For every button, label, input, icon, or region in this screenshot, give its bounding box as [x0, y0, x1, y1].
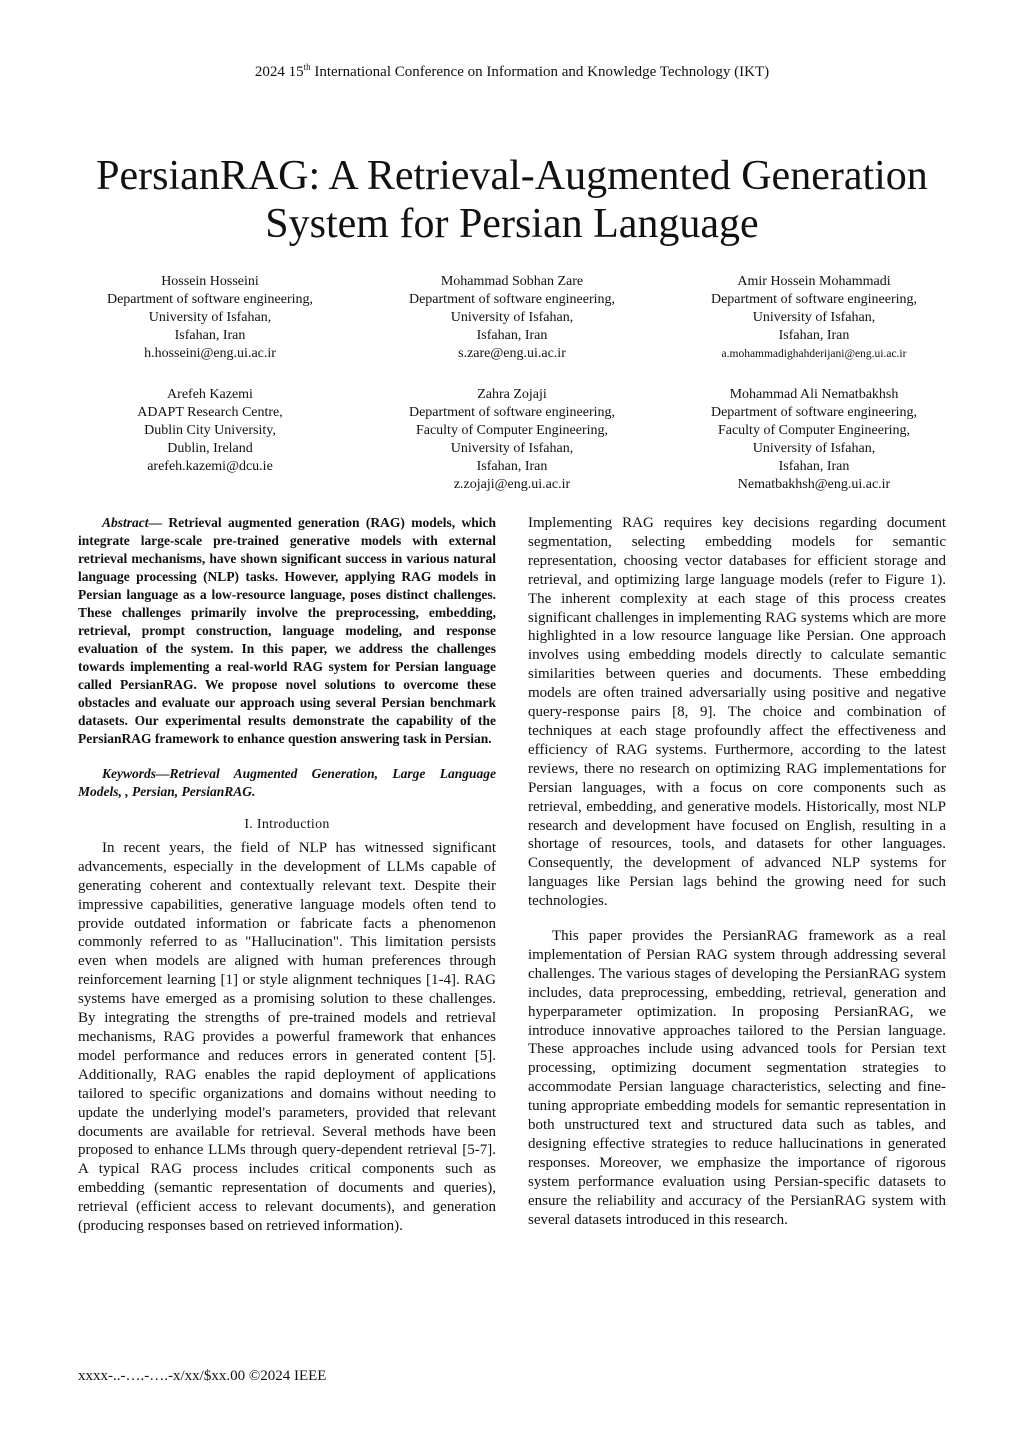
- author-affiliation: Isfahan, Iran: [174, 328, 246, 343]
- conference-year: 2024 15: [254, 64, 304, 80]
- right-column: [528, 514, 946, 1230]
- conference-ordinal: th: [303, 62, 311, 72]
- intro-paragraph-2: Implementing RAG requires key decisions regarding document segmentation, selecting embedding models for semantic representation, choosing vector databases for efficient storage and retrieval, and optimizing large language models (refer to Figure 1). The inherent complexity at each stage of this process creates significant challenges in implementing RAG systems which are more highlighted in a low resource language like Persian. One approach involves using embedding models directly to calculate semantic similarities between queries and documents. These embedding models are often trained adversarially using positive and negative query-response pairs [8, 9]. The choice and combination of techniques at each stage profoundly affect the effectiveness and efficiency of RAG systems. Furthermore, according to the latest reviews, there no research on optimizing RAG implementations for Persian languages, with a focus on core components such as retrieval, embedding, and generative models. Historically, most NLP research and development have focused on English, resulting in a shortage of resources, tools, and datasets for other languages. Consequently, the development of advanced NLP systems for languages like Persian lags behind the growing need for such technologies.: [528, 515, 946, 910]
- conference-header: [0, 62, 1024, 81]
- author-name: Amir Hossein Mohammadi: [737, 274, 891, 289]
- author-affiliation: ADAPT Research Centre,: [137, 405, 283, 420]
- left-column: [78, 514, 496, 1236]
- section-heading-text: I. Introduction: [244, 817, 330, 832]
- author-affiliation: University of Isfahan,: [148, 310, 272, 325]
- author-row-2: [60, 386, 964, 494]
- intro-paragraph-3: This paper provides the PersianRAG framework as a real implementation of Persian RAG system through addressing several challenges. The various stages of developing the PersianRAG system includes, data preprocessing, embedding, retrieval, generation and hyperparameter optimization. In proposing PersianRAG, we introduce innovative approaches tailored to the Persian language. These approaches include using advanced tools for Persian text processing, optimizing document segmentation strategies to accommodate Persian language characteristics, selecting and fine-tuning appropriate embedding models for semantic representation in both unstructured text and structured data such as tables, and designing effective strategies to reduce hallucinations in generated responses. Moreover, we emphasize the importance of rigorous system performance evaluation using Persian-specific datasets to ensure the reliability and accuracy of the PersianRAG system with several datasets introduced in this research.: [528, 928, 946, 1228]
- author-block: [60, 386, 360, 494]
- author-affiliation: Department of software engineering,: [408, 405, 616, 420]
- author-affiliation: Isfahan, Iran: [476, 328, 548, 343]
- author-affiliation: University of Isfahan,: [450, 310, 574, 325]
- author-block: [362, 273, 662, 363]
- author-block: [664, 273, 964, 363]
- abstract-text: — Retrieval augmented generation (RAG) models, which integrate large-scale pre-trained generative models with external retrieval mechanisms, have shown significant success in various natural language processing (NLP) tasks. However, applying RAG models in Persian language as a low-resource language, poses distinct challenges. These challenges primarily involve the preprocessing, embedding, retrieval, prompt construction, language modeling, and response evaluation of the system. In this paper, we address the challenges towards implementing a real-world RAG system for Persian language called PersianRAG. We propose novel solutions to overcome these obstacles and evaluate our approach using several Persian benchmark datasets. Our experimental results demonstrate the capability of the PersianRAG framework to enhance question answering task in Persian.: [78, 515, 496, 746]
- author-email: z.zojaji@eng.ui.ac.ir: [453, 477, 571, 492]
- author-affiliation: Isfahan, Iran: [778, 459, 850, 474]
- paper-title: [60, 152, 964, 248]
- author-name: Mohammad Ali Nematbakhsh: [729, 387, 899, 402]
- author-email: arefeh.kazemi@dcu.ie: [147, 459, 273, 474]
- author-affiliation: Isfahan, Iran: [476, 459, 548, 474]
- author-affiliation: Faculty of Computer Engineering,: [415, 423, 609, 438]
- author-affiliation: Dublin, Ireland: [167, 441, 253, 456]
- author-block: [362, 386, 662, 494]
- title-line-2: System for Persian Language: [265, 201, 759, 247]
- author-affiliation: Department of software engineering,: [710, 292, 918, 307]
- author-affiliation: University of Isfahan,: [450, 441, 574, 456]
- title-line-1: PersianRAG: A Retrieval-Augmented Generation: [96, 153, 928, 199]
- author-affiliation: Department of software engineering,: [106, 292, 314, 307]
- abstract: [78, 514, 496, 748]
- author-email: s.zare@eng.ui.ac.ir: [458, 346, 566, 361]
- author-affiliation: Faculty of Computer Engineering,: [717, 423, 911, 438]
- author-name: Mohammad Sobhan Zare: [440, 274, 584, 289]
- author-block: [664, 386, 964, 494]
- author-email: Nematbakhsh@eng.ui.ac.ir: [737, 477, 891, 492]
- author-row-1: [60, 273, 964, 363]
- author-affiliation: Isfahan, Iran: [778, 328, 850, 343]
- section-heading-introduction: [78, 816, 496, 835]
- author-email: h.hosseini@eng.ui.ac.ir: [144, 346, 276, 361]
- author-block: [60, 273, 360, 363]
- abstract-label: Abstract: [102, 515, 149, 530]
- intro-paragraph-1: In recent years, the field of NLP has witnessed significant advancements, especially in the development of LLMs capable of generating coherent and contextually relevant text. Despite their impressive capabilities, generative language models often tend to provide outdated information or fabricate facts a phenomenon commonly referred to as "Hallucination". This limitation persists even when models are aligned with human preferences through reinforcement learning [1] or style alignment techniques [1-4]. RAG systems have emerged as a promising solution to these challenges. By integrating the strengths of pre-trained models and retrieval mechanisms, RAG provides a powerful framework that enhances model performance and reduces errors in generated content [5]. Additionally, RAG enables the rapid deployment of applications tailored to specific organizations and domains without needing to update the underlying model's parameters, provided that relevant documents are available for retrieval. Several methods have been proposed to enhance LLMs through query-dependent retrieval [5-7]. A typical RAG process includes critical components such as embedding (semantic representation of documents and queries), retrieval (efficient access to relevant documents), and generation (producing responses based on retrieved information).: [78, 839, 496, 1235]
- author-affiliation: Department of software engineering,: [710, 405, 918, 420]
- author-email: a.mohammadighahderijani@eng.ui.ac.ir: [721, 348, 907, 360]
- author-affiliation: University of Isfahan,: [752, 441, 876, 456]
- author-name: Arefeh Kazemi: [167, 387, 253, 402]
- keywords: Keywords—Retrieval Augmented Generation, Large Language Models, , Persian, PersianRAG.: [78, 766, 496, 799]
- author-affiliation: University of Isfahan,: [752, 310, 876, 325]
- author-affiliation: Dublin City University,: [144, 423, 276, 438]
- conference-name: International Conference on Information and Knowledge Technology (IKT): [310, 64, 770, 80]
- author-affiliation: Department of software engineering,: [408, 292, 616, 307]
- author-name: Hossein Hosseini: [161, 274, 259, 289]
- copyright-footer: xxxx-..-….-….-x/xx/$xx.00 ©2024 IEEE: [78, 1368, 327, 1384]
- author-name: Zahra Zojaji: [477, 387, 547, 402]
